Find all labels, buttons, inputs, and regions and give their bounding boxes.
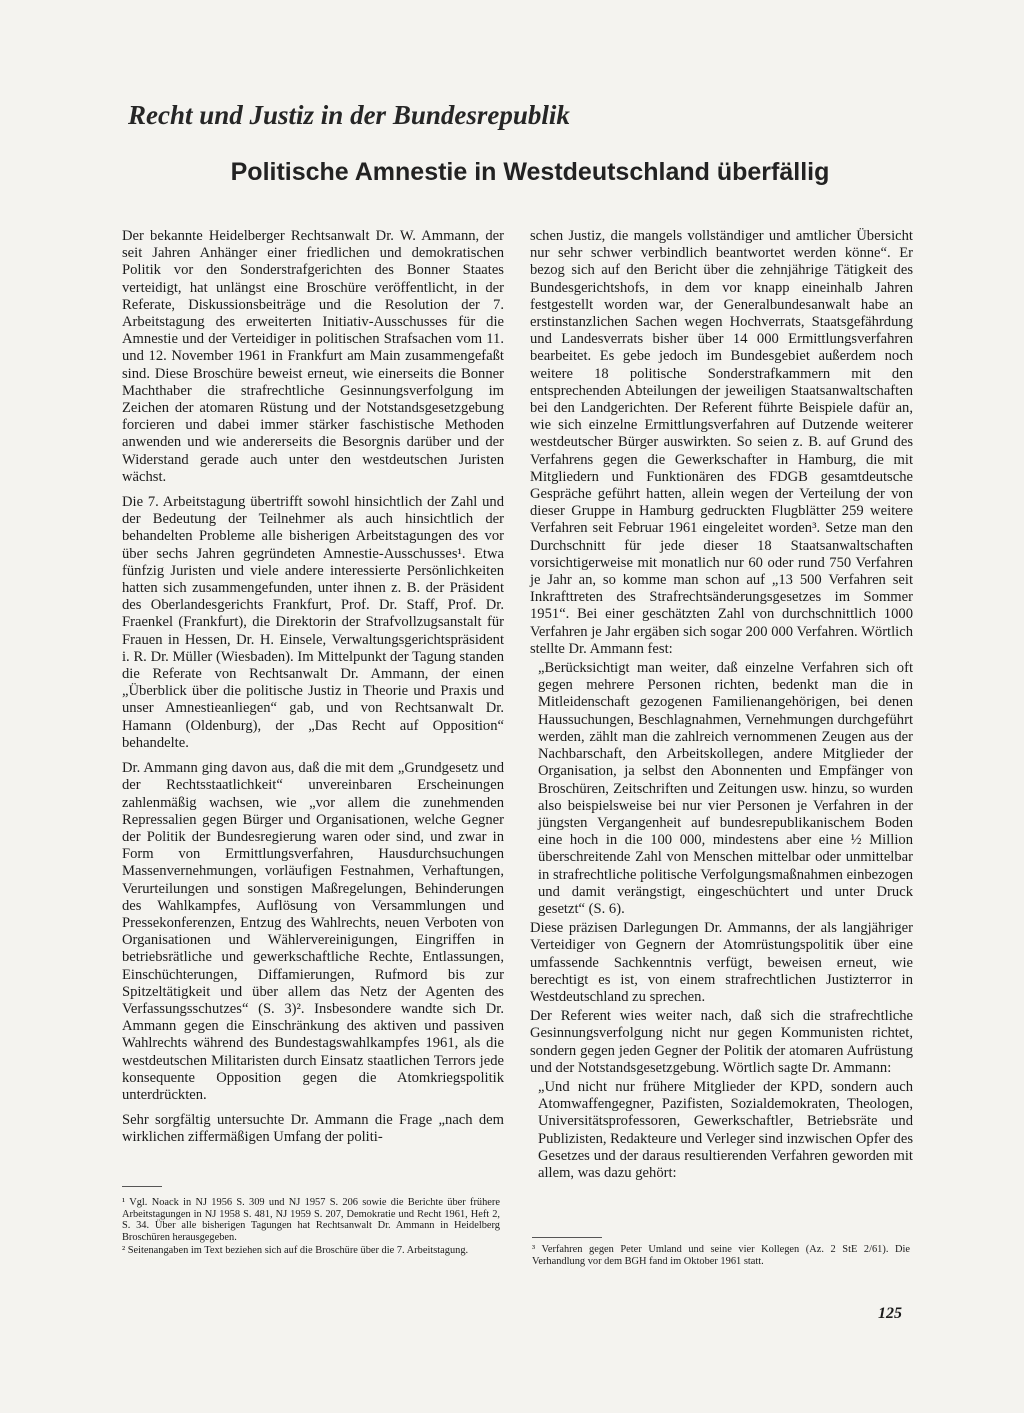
paragraph: Diese präzisen Darlegungen Dr. Ammanns, der als langjähriger Verteidiger von Gegnern der Atomrüstungspolitik über eine umfassende Sachkenntnis verfügt, beweisen erneut, wie berechtigt es ist, von einem strafrechtlichen Justizterror in Westdeutschland zu sprechen. [530, 920, 913, 1005]
right-column [530, 228, 913, 1184]
footnotes-left [122, 1197, 500, 1259]
paragraph: Die 7. Arbeitstagung übertrifft sowohl hinsichtlich der Zahl und der Bedeutung der Teilnehmer als auch hinsichtlich der behandelten Probleme alle bisherigen Arbeitstagungen des vor über sechs Jahren gegründeten Amnestie-Ausschusses¹. Etwa fünfzig Juristen und viele andere interessierte Persönlichkeiten hatten sich zusammengefunden, unter ihnen z. B. der Präsident des Oberlandesgerichts Frankfurt, Prof. Dr. Staff, Prof. Dr. Fraenkel (Frankfurt), die Direktorin der Strafvollzugsanstalt für Frauen in Hessen, Dr. H. Einsele, Verwaltungsgerichtspräsident i. R. Dr. Müller (Wiesbaden). Im Mittelpunkt der Tagung standen die Referate von Rechtsanwalt Dr. Ammann, der einen „Überblick über die politische Justiz in Theorie und Praxis und unser Amnestieanliegen“ gab, und von Rechtsanwalt Dr. Hamann (Oldenburg), der „Das Recht auf Opposition“ behandelte. [122, 494, 504, 751]
paragraph: Dr. Ammann ging davon aus, daß die mit dem „Grundgesetz und der Rechtsstaatlichkeit“ unvereinbaren Erscheinungen zahlenmäßig wachsen, wie „vor allem die zunehmenden Repressalien gegen Bürger und Organisationen, welche Gegner der Politik der Bundesregierung waren oder sind, und zwar in Form von Ermittlungsverfahren, Hausdurchsuchungen Massenvernehmungen, vorläufigen Festnahmen, Verhaftungen, Verurteilungen und sonstigen Maßregelungen, Behinderungen des Wahlkampfes, Auflösung von Versammlungen und Pressekonferenzen, Entzug des Wahlrechts, neuen Verboten von Organisationen und Wählervereinigungen, Eingriffen in betriebsrätliche und gewerkschaftliche Rechte, Entlassungen, Einschüchterungen, Diffamierungen, Rufmord bis zur Spitzeltätigkeit und über allem das Netz der Agenten des Verfassungsschutzes“ (S. 3)². Insbesondere wandte sich Dr. Ammann gegen die Einschränkung des aktiven und passiven Wahlrechts während des Bundestagswahlkampfes 1961, als die westdeutschen Militaristen durch Einsatz staatlichen Terrors jede konsequente Opposition gegen die Atomkriegspolitik unterdrückten. [122, 760, 504, 1103]
footnote: ³ Verfahren gegen Peter Umland und seine vier Kollegen (Az. 2 StE 2/61). Die Verhandlung vor dem BGH fand im Oktober 1961 statt. [532, 1244, 910, 1267]
left-column [122, 228, 504, 1155]
block-quote: „Berücksichtigt man weiter, daß einzelne Verfahren sich oft gegen mehrere Personen richten, bedenkt man die in Mitleidenschaft gezogenen Familienangehörigen, bei denen Haussuchungen, Beschlagnahmen, Vernehmungen durchgeführt werden, zählt man die zahlreich vernommenen Zeugen aus der Nachbarschaft, den Arbeitskollegen, andere Mitglieder der Organisation, ja selbst den Abonnenten und Empfänger von Broschüren, Zeitschriften und Zeitungen usw. hinzu, so wurden also beispielsweise bei nur vier Personen je Verfahren in der jüngsten Vergangenheit auf bundesrepublikanischem Boden eine hoch in die 100 000, mindestens aber eine ½ Million überschreitende Zahl von Menschen mittelbar oder unmittelbar in strafrechtliche politische Verfolgungsmaßnahmen einbezogen und damit verängstigt, eingeschüchtert und unter Druck gesetzt“ (S. 6). [538, 660, 913, 917]
section-title: Recht und Justiz in der Bundesrepublik [128, 100, 570, 130]
paragraph: Sehr sorgfältig untersuchte Dr. Ammann die Frage „nach dem wirklichen ziffermäßigen Umfang der politi- [122, 1112, 504, 1146]
footnote-rule [122, 1186, 162, 1187]
block-quote: „Und nicht nur frühere Mitglieder der KPD, sondern auch Atomwaffengegner, Pazifisten, Sozialdemokraten, Theologen, Universitätsprofessoren, Gewerkschaftler, Betriebsräte und Publizisten, Redakteure und Verleger sind inzwischen Opfer des Gesetzes und der daraus resultierenden Verfahren geworden mit allem, was dazu gehört: [538, 1078, 914, 1181]
page-number: 125 [878, 1305, 902, 1322]
footnotes-right [532, 1244, 910, 1269]
paragraph: schen Justiz, die mangels vollständiger und amtlicher Übersicht nur sehr schwer verbindlich beantwortet werden könne“. Er bezog sich auf den Bericht über die zehnjährige Tätigkeit des Bundesgerichtshofs, in dem vor knapp eineinhalb Jahren festgestellt worden war, der Generalbundesanwalt habe an erstinstanzlichen Sachen wegen Hochverrats, Staatsgefährdung und Landesverrats bisher über 14 000 Ermittlungsverfahren bearbeitet. Es gebe jedoch im Bundesgebiet außerdem noch weitere 18 politische Sonderstrafkammern mit den entsprechenden Abteilungen der jeweiligen Staatsanwaltschaften bei den Landgerichten. Der Referent führte Beispiele dafür an, wie sich einzelne Ermittlungsverfahren auf Dutzende weiterer westdeutscher Bürger auswirkten. So seien z. B. auf Grund des Verfahrens gegen die Gewerkschafter in Hamburg, die mit Mitgliedern und Funktionären des FDGB gesamtdeutsche Gespräche geführt hatten, allein wegen der Verteilung der von dieser Gruppe in Hamburg gedruckten Flugblätter 259 weitere Verfahren seit Februar 1961 eingeleitet worden³. Setze man den Durchschnitt für jede dieser 18 Staatsanwaltschaften vorsichtigerweise mit monatlich nur 60 oder rund 750 Verfahren je Jahr an, so komme man schon auf „13 500 Verfahren seit Inkrafttreten des Strafrechtsänderungsgesetzes im Sommer 1951“. Bei einer geschätzten Zahl von durchschnittlich 1000 Verfahren je Jahr ergäben sich sogar 200 000 Verfahren. Wörtlich stellte Dr. Ammann fest: [530, 228, 913, 657]
footnote-rule [532, 1237, 602, 1238]
footnote: ¹ Vgl. Noack in NJ 1956 S. 309 und NJ 1957 S. 206 sowie die Berichte über frühere Arbeitstagungen in NJ 1958 S. 481, NJ 1959 S. 207, Demokratie und Recht 1961, Heft 2, S. 34. Über alle bisherigen Tagungen hat Rechtsanwalt Dr. Ammann in Heidelberg Broschüren herausgegeben. [122, 1197, 500, 1243]
footnote: ² Seitenangaben im Text beziehen sich auf die Broschüre über die 7. Arbeitstagung. [122, 1245, 469, 1257]
paragraph: Der bekannte Heidelberger Rechtsanwalt Dr. W. Ammann, der seit Jahren Anhänger einer friedlichen und demokratischen Politik vor den Sonderstrafgerichten des Bonner Staates verteidigt, hat unlängst eine Broschüre veröffentlicht, in der Referate, Diskussionsbeiträge und die Resolution der 7. Arbeitstagung des erweiterten Initiativ-Ausschusses für die Amnestie und der Verteidiger in politischen Strafsachen vom 11. und 12. November 1961 in Frankfurt am Main zusammengefaßt sind. Diese Broschüre beweist erneut, wie einerseits die Bonner Machthaber die strafrechtliche Gesinnungsverfolgung im Zeichen der atomaren Rüstung und der Notstandsgesetzgebung forcieren und dabei immer stärker faschistische Methoden anwenden und wie andererseits die Besorgnis darüber und der Widerstand gerade auch unter den westdeutschen Juristen wächst. [122, 228, 504, 485]
paragraph: Der Referent wies weiter nach, daß sich die strafrechtliche Gesinnungsverfolgung nicht nur gegen Kommunisten richtet, sondern gegen jeden Gegner der Politik der atomaren Aufrüstung und der Notstandsgesetzgebung. Wörtlich sagte Dr. Ammann: [530, 1008, 913, 1076]
article-title: Politische Amnestie in Westdeutschland überfällig [230, 158, 830, 186]
